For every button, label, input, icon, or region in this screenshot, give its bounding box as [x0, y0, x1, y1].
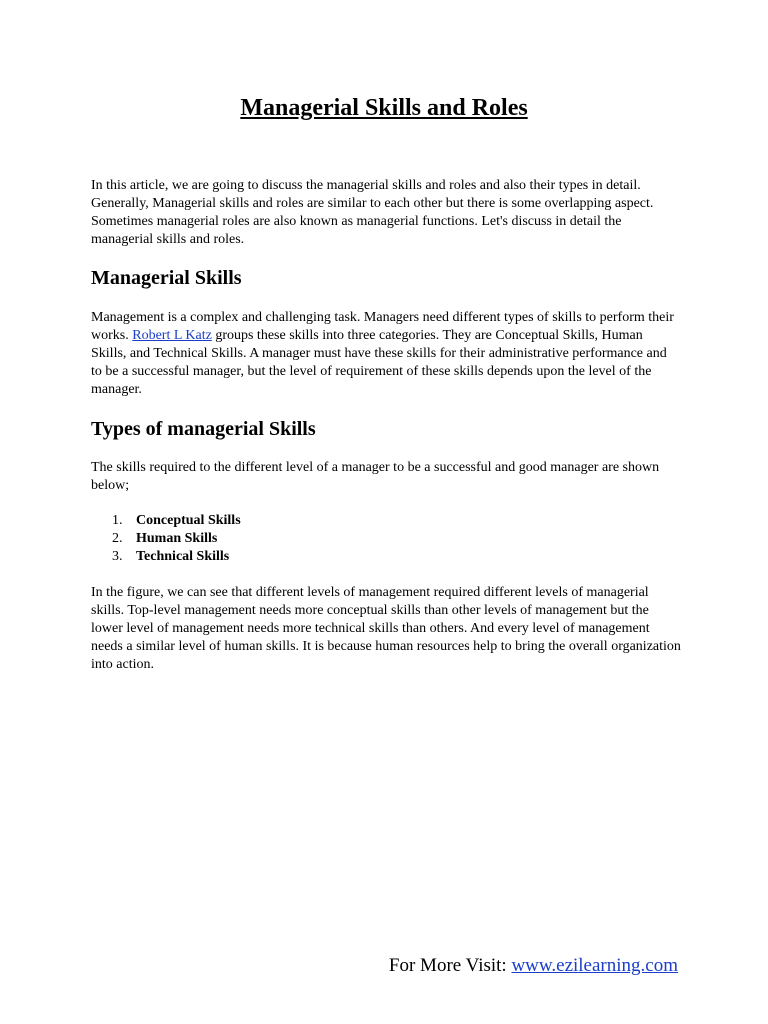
- list-item-label: Conceptual Skills: [136, 513, 241, 528]
- skills-list: [91, 512, 491, 566]
- managerial-skills-paragraph: [91, 309, 681, 399]
- list-item-conceptual-skills: [91, 512, 491, 530]
- page-title: Managerial Skills and Roles: [240, 95, 528, 121]
- footer: [389, 954, 678, 978]
- types-intro-paragraph: The skills required to the different level of a manager to be a successful and good manager are shown below;: [91, 460, 660, 493]
- paragraph-text-before-link: Management is a complex and challenging task. Managers need different types of skills to perform their works.: [91, 310, 674, 343]
- list-number: 2.: [112, 531, 123, 546]
- closing-paragraph: In the figure, we can see that different levels of management required different levels of managerial skills. Top-level management needs more conceptual skills than other levels of management but the lower level of management needs more technical skills than others. And every level of management needs a similar level of human skills. It is because human resources help to bring the overall organization into action.: [91, 585, 681, 672]
- list-number: 1.: [112, 513, 123, 528]
- paragraph-text-after-link: groups these skills into three categories. They are Conceptual Skills, Human Skills, and Technical Skills. A manager must have these skills for their administrative performance and to be a successful manager, but the level of requirement of these skills depends upon the level of the manager.: [91, 328, 667, 397]
- list-item-technical-skills: [91, 548, 491, 566]
- list-item-human-skills: [91, 530, 491, 548]
- section-heading-types-of-skills: Types of managerial Skills: [91, 418, 316, 440]
- list-item-label: Technical Skills: [136, 549, 230, 564]
- list-number: 3.: [112, 549, 123, 564]
- intro-paragraph: In this article, we are going to discuss the managerial skills and roles and also their types in detail. Generally, Managerial skills and roles are similar to each other but there is some overlapping aspect. Sometimes managerial roles are also known as managerial functions. Let's discuss in detail the managerial skills and roles.: [91, 178, 654, 247]
- robert-l-katz-link[interactable]: Robert L Katz: [132, 328, 212, 343]
- footer-prefix: For More Visit:: [388, 955, 512, 976]
- list-item-label: Human Skills: [136, 531, 218, 546]
- ezilearning-website-link[interactable]: www.ezilearning.com: [511, 955, 678, 976]
- section-heading-managerial-skills: Managerial Skills: [91, 267, 242, 289]
